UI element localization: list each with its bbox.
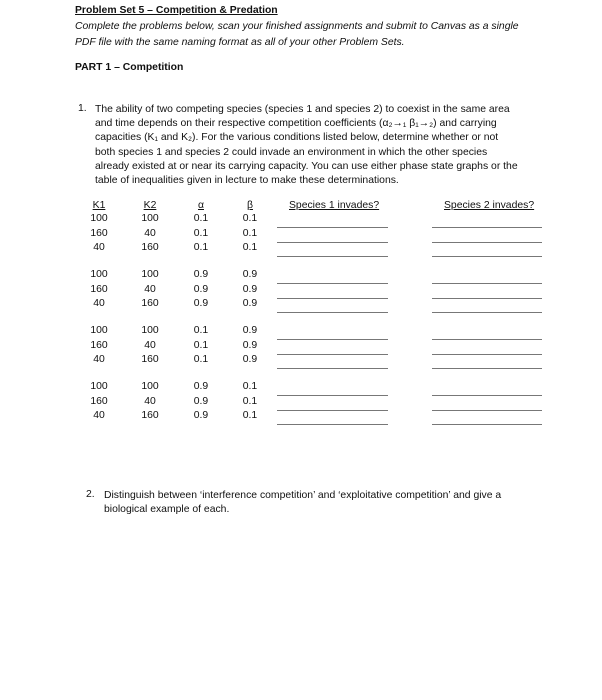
k1-value: 40 <box>93 410 105 421</box>
text-line: Distinguish between ‘interference competition’ and ‘exploitative competition’ and give a <box>104 490 502 501</box>
species-1-answer-line[interactable] <box>277 368 388 369</box>
header-species-1-invades: Species 1 invades? <box>289 200 380 211</box>
k2-value: 40 <box>144 283 156 295</box>
species-2-answer-line[interactable] <box>432 395 542 396</box>
species-2-answer-line[interactable] <box>432 256 542 257</box>
alpha-value: 0.9 <box>193 283 209 295</box>
beta-value: 0.1 <box>242 213 258 224</box>
species-1-answer-line[interactable] <box>277 354 388 355</box>
text-line: The ability of two competing species (species 1 and species 2) to coexist in the same area <box>95 104 510 115</box>
species-2-answer-line[interactable] <box>432 424 542 425</box>
k2-value: 160 <box>141 298 159 309</box>
k1-value: 40 <box>93 354 105 365</box>
question-1-number: 1. <box>78 103 87 114</box>
k2-value: 40 <box>144 395 156 407</box>
instructions-line: Complete the problems below, scan your finished assignments and submit to Canvas as a single <box>75 21 519 32</box>
alpha-value: 0.9 <box>193 381 209 392</box>
question-1-text <box>95 103 518 188</box>
k1-value: 160 <box>90 339 108 351</box>
text-line: both species 1 and species 2 could invade an environment in which the other species <box>95 146 488 158</box>
k2-value: 100 <box>141 325 159 336</box>
species-2-answer-line[interactable] <box>432 368 542 369</box>
k1-value: 100 <box>90 381 108 392</box>
beta-value: 0.9 <box>242 283 258 295</box>
species-1-answer-line[interactable] <box>277 242 388 243</box>
alpha-value: 0.9 <box>193 410 209 421</box>
beta-value: 0.1 <box>242 242 258 253</box>
header-k1: K1 <box>92 200 106 211</box>
k2-value: 160 <box>141 354 159 365</box>
header-k2: K2 <box>143 200 157 211</box>
species-2-answer-line[interactable] <box>432 298 542 299</box>
alpha-value: 0.1 <box>193 213 209 224</box>
beta-value: 0.1 <box>242 381 258 392</box>
question-2-text <box>104 489 501 517</box>
k1-value: 160 <box>90 227 108 239</box>
species-1-answer-line[interactable] <box>277 283 388 284</box>
species-2-answer-line[interactable] <box>432 339 542 340</box>
species-1-answer-line[interactable] <box>277 298 388 299</box>
alpha-value: 0.9 <box>193 269 209 280</box>
k2-value: 160 <box>141 410 159 421</box>
k1-value: 100 <box>90 325 108 336</box>
question-2-number: 2. <box>86 489 95 500</box>
species-2-answer-line[interactable] <box>432 410 542 411</box>
alpha-value: 0.1 <box>193 242 209 253</box>
beta-value: 0.9 <box>242 325 258 336</box>
header-beta: β <box>247 200 253 211</box>
alpha-value: 0.9 <box>193 298 209 309</box>
species-2-answer-line[interactable] <box>432 312 542 313</box>
k1-value: 40 <box>93 242 105 253</box>
species-1-answer-line[interactable] <box>277 395 388 396</box>
beta-value: 0.1 <box>242 410 258 421</box>
species-1-answer-line[interactable] <box>277 410 388 411</box>
k1-value: 100 <box>90 213 108 224</box>
part-heading: PART 1 – Competition <box>75 62 184 73</box>
text-line: already existed at or near its carrying capacity. You can use either phase state graphs or the <box>95 160 518 172</box>
beta-value: 0.9 <box>242 339 258 351</box>
species-1-answer-line[interactable] <box>277 227 388 228</box>
species-1-answer-line[interactable] <box>277 339 388 340</box>
alpha-value: 0.1 <box>193 354 209 365</box>
species-2-answer-line[interactable] <box>432 283 542 284</box>
page-title: Problem Set 5 – Competition & Predation <box>75 5 278 16</box>
k1-value: 160 <box>90 283 108 295</box>
k2-value: 40 <box>144 227 156 239</box>
text-line: table of inequalities given in lecture to make these determinations. <box>95 175 399 187</box>
alpha-value: 0.9 <box>193 395 209 407</box>
header-species-2-invades: Species 2 invades? <box>444 200 535 211</box>
header-alpha: α <box>197 200 204 211</box>
k2-value: 160 <box>141 242 159 253</box>
k1-value: 100 <box>90 269 108 280</box>
alpha-value: 0.1 <box>193 325 209 336</box>
alpha-value: 0.1 <box>193 339 209 351</box>
beta-value: 0.1 <box>242 227 258 239</box>
species-2-answer-line[interactable] <box>432 227 542 228</box>
text-line: capacities (K₁ and K₂). For the various conditions listed below, determine whether or not <box>95 132 499 144</box>
beta-value: 0.9 <box>242 354 258 365</box>
beta-value: 0.9 <box>242 269 258 280</box>
text-line: biological example of each. <box>104 504 230 516</box>
species-1-answer-line[interactable] <box>277 312 388 313</box>
text-line: and time depends on their respective competition coefficients (α₂→₁ β₁→₂) and carrying <box>95 118 497 130</box>
species-2-answer-line[interactable] <box>432 354 542 355</box>
k1-value: 160 <box>90 395 108 407</box>
beta-value: 0.1 <box>242 395 258 407</box>
instructions-line: PDF file with the same naming format as all of your other Problem Sets. <box>75 37 405 48</box>
species-2-answer-line[interactable] <box>432 242 542 243</box>
species-1-answer-line[interactable] <box>277 424 388 425</box>
k2-value: 100 <box>141 381 159 392</box>
alpha-value: 0.1 <box>193 227 209 239</box>
k1-value: 40 <box>93 298 105 309</box>
k2-value: 100 <box>141 269 159 280</box>
k2-value: 100 <box>141 213 159 224</box>
beta-value: 0.9 <box>242 298 258 309</box>
species-1-answer-line[interactable] <box>277 256 388 257</box>
k2-value: 40 <box>144 339 156 351</box>
